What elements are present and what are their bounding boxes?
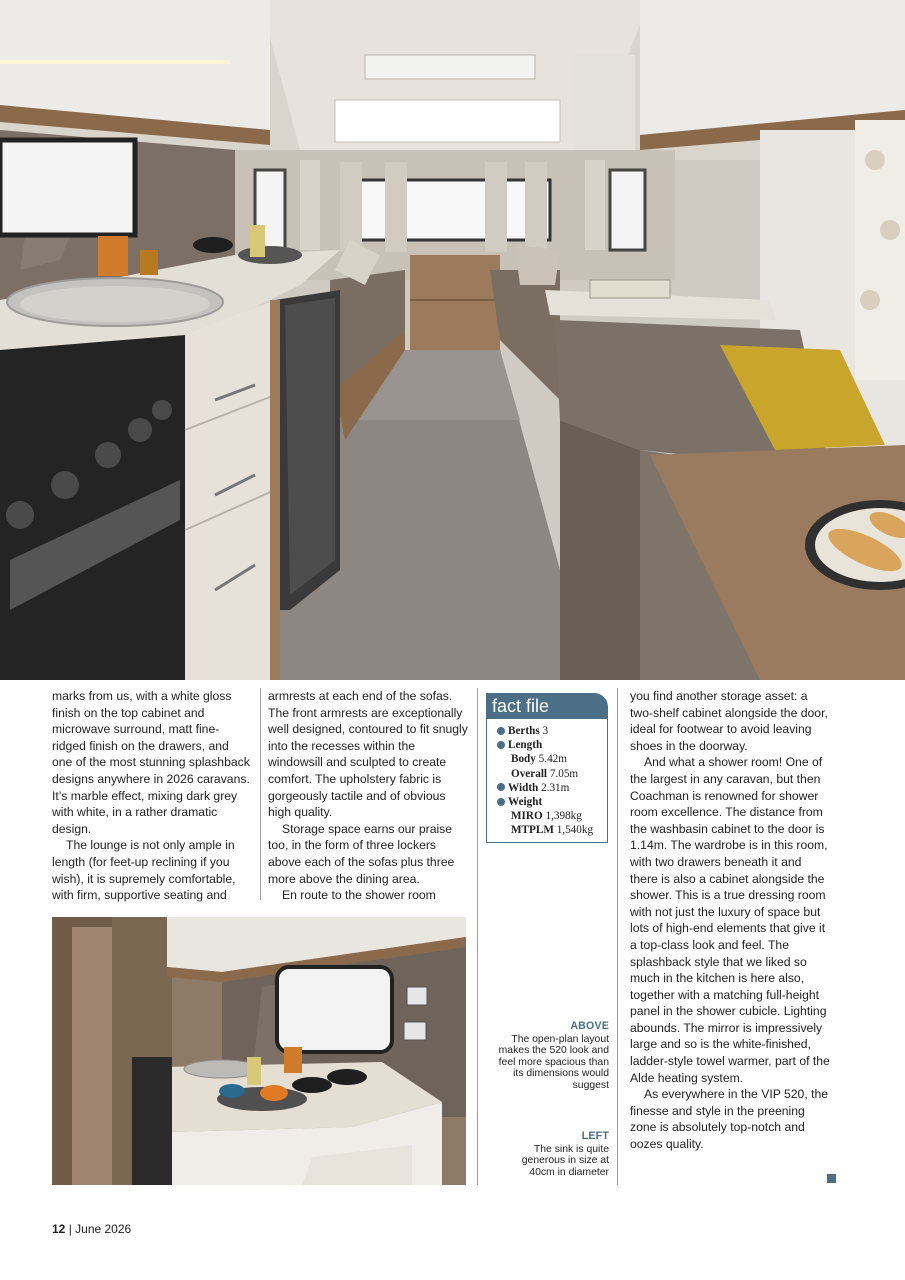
col4-paragraph-1: you find another storage asset: a two-shelf cabinet alongside the door, ideal for footwear to avoid leaving shoes in the doorway. bbox=[630, 689, 828, 753]
page-number: 12 bbox=[52, 1222, 66, 1236]
article-column-4 bbox=[630, 688, 830, 1153]
fact-berths bbox=[497, 724, 603, 738]
fact-file-box bbox=[486, 693, 608, 843]
col1-paragraph-1: marks from us, with a white gloss finish on the top cabinet and microwave surround, matt fine-ridged finish on the drawers, and one of the most stunning splashback designs anywhere in 2026 caravans. It’s marble effect, mixing dark grey with white, in a rather dramatic design. bbox=[52, 689, 250, 836]
fact-miro-label: MIRO bbox=[511, 810, 543, 823]
fact-file-title: fact file bbox=[487, 694, 607, 719]
col2-paragraph-2: Storage space earns our praise too, in the form of three lockers above each of the sofas plus three more above the dining area. bbox=[268, 821, 455, 886]
footer-separator: | bbox=[65, 1222, 76, 1236]
article-column-1 bbox=[52, 688, 252, 904]
bullet-icon bbox=[497, 783, 505, 791]
caption-above-text: The open-plan layout makes the 520 look and feel more spacious than its dimensions would suggest bbox=[498, 1033, 609, 1091]
end-of-article-square-icon bbox=[827, 1174, 836, 1183]
caption-above bbox=[497, 1021, 609, 1092]
fact-length bbox=[497, 738, 603, 752]
fact-miro bbox=[497, 809, 603, 823]
caption-left-text: The sink is quite generous in size at 40cm in diameter bbox=[521, 1143, 609, 1178]
fact-mtplm-value: 1,540kg bbox=[556, 824, 594, 837]
kitchen-sink-photo bbox=[52, 917, 466, 1185]
fact-body-value: 5.42m bbox=[538, 753, 567, 766]
page-footer bbox=[52, 1222, 131, 1236]
fact-berths-label: Berths bbox=[508, 725, 540, 737]
fact-length-label: Length bbox=[508, 739, 543, 752]
column-divider-2 bbox=[477, 688, 478, 1185]
col1-paragraph-2: The lounge is not only ample in length (for feet-up reclining if you wish), it is supremely comfortable, with firm, supportive seating and bbox=[52, 838, 236, 903]
caption-left bbox=[497, 1131, 609, 1178]
col2-paragraph-3: En route to the shower room bbox=[282, 888, 436, 903]
fact-mtplm bbox=[497, 823, 603, 837]
fact-weight bbox=[497, 795, 603, 809]
fact-body-label: Body bbox=[511, 753, 536, 766]
bullet-icon bbox=[497, 727, 505, 735]
fact-file-body bbox=[487, 719, 607, 842]
fact-mtplm-label: MTPLM bbox=[511, 824, 554, 837]
caption-left-title: LEFT bbox=[581, 1130, 609, 1142]
fact-width-label: Width bbox=[508, 781, 539, 794]
column-divider-3 bbox=[617, 688, 618, 1185]
fact-overall-value: 7.05m bbox=[549, 767, 579, 780]
fact-body-length bbox=[497, 752, 603, 766]
fact-width-value: 2.31m bbox=[541, 781, 570, 794]
fact-overall-length bbox=[497, 767, 603, 781]
fact-berths-value: 3 bbox=[542, 725, 549, 737]
fact-width bbox=[497, 781, 603, 795]
bullet-icon bbox=[497, 798, 505, 806]
caption-above-title: ABOVE bbox=[570, 1020, 609, 1032]
issue-date: June 2026 bbox=[75, 1222, 132, 1236]
fact-miro-value: 1,398kg bbox=[545, 810, 582, 823]
column-divider-1 bbox=[260, 688, 261, 900]
fact-weight-label: Weight bbox=[508, 796, 543, 809]
col2-paragraph-1: armrests at each end of the sofas. The front armrests are exceptionally well designed, contoured to fit snugly into the recesses within the windowsill and sculpted to create comfort. The upholstery fabric is gorgeously tactile and of obvious high quality. bbox=[268, 689, 468, 820]
fact-overall-label: Overall bbox=[511, 767, 548, 780]
bullet-icon bbox=[497, 741, 505, 749]
article-column-2 bbox=[268, 688, 468, 904]
kitchen-photo-illustration bbox=[52, 917, 466, 1185]
col4-paragraph-3: As everywhere in the VIP 520, the finesse and style in the preening zone is absolutely top-notch and oozes quality. bbox=[630, 1087, 829, 1152]
col4-paragraph-2: And what a shower room! One of the largest in any caravan, but then Coachman is renowned for shower room excellence. The distance from the washbasin cabinet to the door is 1.14m. The wardrobe is in this room, with two drawers beneath it and there is also a cabinet alongside the shower. This is a true dressing room with not just the luxury of space but lots of high-end elements that give it a top-class look and feel. The splashback style that we liked so much in the kitchen is here also, together with a matching full-height panel in the shower cubicle. Lighting abounds. The mirror is impressively large and so is the white-finished, ladder-style towel warmer, part of the Alde heating system. bbox=[630, 755, 830, 1085]
